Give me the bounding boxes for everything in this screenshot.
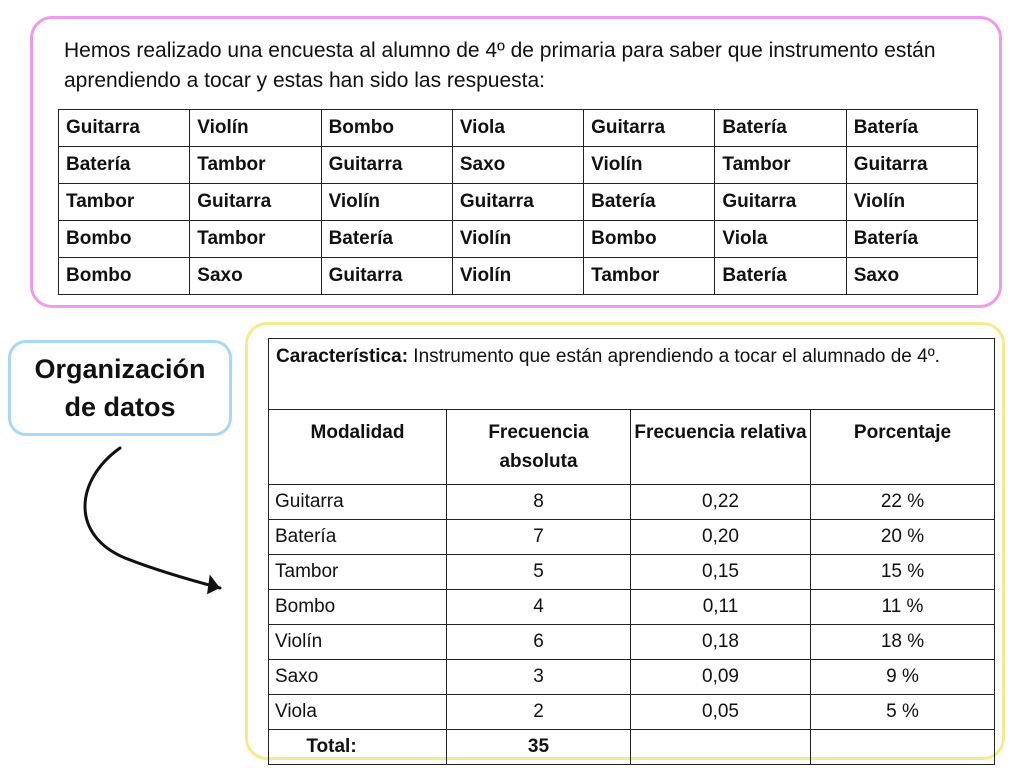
modalidad-cell: Guitarra <box>269 485 447 520</box>
survey-cell: Guitarra <box>321 258 452 295</box>
survey-cell: Violín <box>452 258 583 295</box>
survey-cell: Tambor <box>584 258 715 295</box>
characteristic-cell <box>269 339 995 410</box>
frequency-row <box>269 590 995 625</box>
survey-cell: Bombo <box>321 110 452 147</box>
absoluta-cell: 5 <box>447 555 631 590</box>
callout-label: Organización de datos <box>34 354 206 422</box>
header-modalidad: Modalidad <box>269 410 447 485</box>
modalidad-cell: Tambor <box>269 555 447 590</box>
survey-cell: Guitarra <box>715 184 846 221</box>
absoluta-cell: 2 <box>447 695 631 730</box>
survey-cell: Guitarra <box>452 184 583 221</box>
relativa-cell: 0,22 <box>631 485 811 520</box>
porcentaje-cell: 22 % <box>811 485 995 520</box>
modalidad-cell: Batería <box>269 520 447 555</box>
porcentaje-cell: 18 % <box>811 625 995 660</box>
survey-cell: Batería <box>321 221 452 258</box>
survey-cell: Tambor <box>190 221 321 258</box>
callout-box <box>8 340 232 436</box>
relativa-cell: 0,05 <box>631 695 811 730</box>
absoluta-cell: 4 <box>447 590 631 625</box>
survey-cell: Guitarra <box>846 147 977 184</box>
relativa-cell: 0,20 <box>631 520 811 555</box>
total-row <box>269 730 995 765</box>
survey-cell: Batería <box>584 184 715 221</box>
porcentaje-cell: 5 % <box>811 695 995 730</box>
survey-cell: Saxo <box>190 258 321 295</box>
survey-cell: Violín <box>452 221 583 258</box>
survey-cell: Guitarra <box>59 110 190 147</box>
survey-row <box>59 147 978 184</box>
total-value: 35 <box>447 730 631 765</box>
survey-cell: Guitarra <box>321 147 452 184</box>
total-label: Total: <box>269 730 447 765</box>
survey-cell: Batería <box>846 221 977 258</box>
header-row <box>269 410 995 485</box>
frequency-table <box>268 338 995 765</box>
survey-cell: Viola <box>452 110 583 147</box>
empty-cell <box>811 730 995 765</box>
relativa-cell: 0,18 <box>631 625 811 660</box>
survey-cell: Tambor <box>190 147 321 184</box>
characteristic-label: Característica: <box>276 346 409 367</box>
porcentaje-cell: 15 % <box>811 555 995 590</box>
frequency-row <box>269 520 995 555</box>
survey-row <box>59 221 978 258</box>
characteristic-row <box>269 339 995 410</box>
relativa-cell: 0,11 <box>631 590 811 625</box>
intro-text: Hemos realizado una encuesta al alumno de 4º de primaria para saber que instrumento están aprendiendo a tocar y estas han sido las respuesta: <box>64 39 936 92</box>
survey-cell: Batería <box>715 110 846 147</box>
porcentaje-cell: 20 % <box>811 520 995 555</box>
survey-cell: Guitarra <box>584 110 715 147</box>
survey-cell: Bombo <box>584 221 715 258</box>
relativa-cell: 0,15 <box>631 555 811 590</box>
modalidad-cell: Viola <box>269 695 447 730</box>
porcentaje-cell: 11 % <box>811 590 995 625</box>
survey-cell: Violín <box>846 184 977 221</box>
absoluta-cell: 8 <box>447 485 631 520</box>
frequency-row <box>269 625 995 660</box>
survey-cell: Batería <box>715 258 846 295</box>
survey-cell: Batería <box>846 110 977 147</box>
survey-cell: Tambor <box>715 147 846 184</box>
relativa-cell: 0,09 <box>631 660 811 695</box>
survey-row <box>59 110 978 147</box>
modalidad-cell: Violín <box>269 625 447 660</box>
survey-cell: Violín <box>190 110 321 147</box>
frequency-row <box>269 485 995 520</box>
survey-cell: Violín <box>321 184 452 221</box>
modalidad-cell: Saxo <box>269 660 447 695</box>
header-frecuencia-absoluta: Frecuencia absoluta <box>447 410 631 485</box>
survey-cell: Batería <box>59 147 190 184</box>
survey-cell: Violín <box>584 147 715 184</box>
survey-cell: Bombo <box>59 258 190 295</box>
survey-cell: Viola <box>715 221 846 258</box>
absoluta-cell: 6 <box>447 625 631 660</box>
frequency-row <box>269 660 995 695</box>
header-frecuencia-relativa: Frecuencia relativa <box>631 410 811 485</box>
frequency-row <box>269 695 995 730</box>
characteristic-text: Instrumento que están aprendiendo a tocar el alumnado de 4º. <box>408 346 940 367</box>
survey-cell: Saxo <box>452 147 583 184</box>
survey-row <box>59 258 978 295</box>
empty-cell <box>631 730 811 765</box>
absoluta-cell: 3 <box>447 660 631 695</box>
survey-cell: Bombo <box>59 221 190 258</box>
survey-row <box>59 184 978 221</box>
survey-cell: Tambor <box>59 184 190 221</box>
frequency-row <box>269 555 995 590</box>
survey-responses-table <box>58 109 978 295</box>
porcentaje-cell: 9 % <box>811 660 995 695</box>
survey-cell: Saxo <box>846 258 977 295</box>
modalidad-cell: Bombo <box>269 590 447 625</box>
header-porcentaje: Porcentaje <box>811 410 995 485</box>
absoluta-cell: 7 <box>447 520 631 555</box>
survey-cell: Guitarra <box>190 184 321 221</box>
curved-arrow-icon <box>70 440 250 600</box>
